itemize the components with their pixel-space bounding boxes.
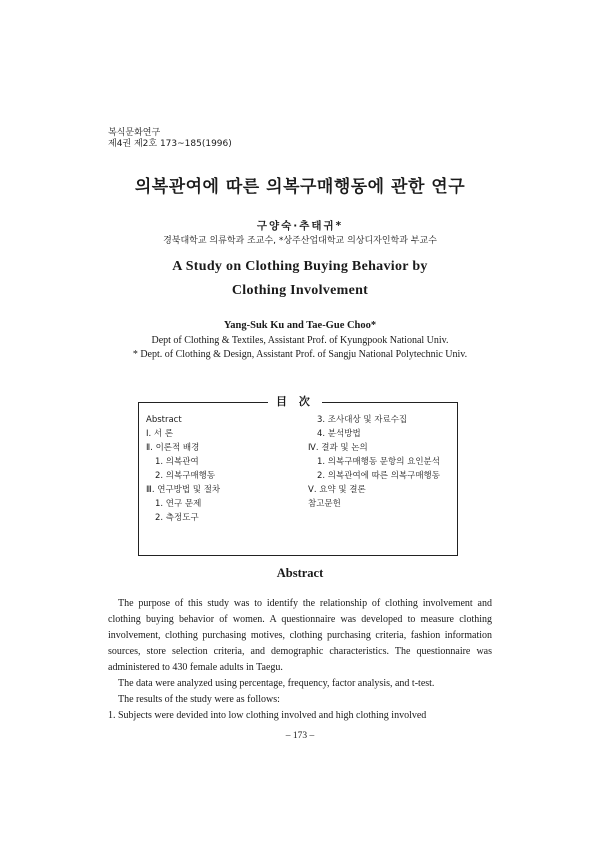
english-title-line-1: A Study on Clothing Buying Behavior by	[172, 259, 428, 274]
toc-item: 1. 의복구매행동 문항의 요인분석	[317, 457, 440, 467]
toc-title: 目 次	[268, 393, 322, 409]
abstract-paragraph: The data were analyzed using percentage, frequency, factor analysis, and t-test.	[118, 678, 435, 689]
toc-item: 2. 의복구매행동	[155, 471, 216, 481]
english-affiliation	[0, 334, 600, 362]
english-title	[0, 255, 600, 303]
korean-title: 의복관여에 따른 의복구매행동에 관한 연구	[134, 177, 466, 197]
english-affiliation-line-1: Dept of Clothing & Textiles, Assistant Prof. of Kyungpook National Univ.	[151, 335, 449, 346]
english-authors: Yang-Suk Ku and Tae-Gue Choo*	[223, 320, 377, 331]
english-title-line-2: Clothing Involvement	[231, 283, 369, 298]
toc-item: 4. 분석방법	[317, 429, 361, 439]
toc-item: Ⅲ. 연구방법 및 절차	[146, 485, 221, 495]
toc-item: Ⅳ. 결과 및 논의	[308, 443, 368, 453]
journal-name: 복식문화연구	[108, 128, 161, 138]
toc-item: Abstract	[146, 415, 182, 425]
korean-affiliation: 경북대학교 의류학과 조교수, *상주산업대학교 의상디자인학과 부교수	[163, 236, 437, 246]
abstract-paragraph: The purpose of this study was to identify the relationship of clothing involvement and clothing buying behavior of women. A questionnaire was developed to measure clothing involvement, clothing purchasing motives, clothing purchasing criteria, fashion information sources, store selection criteria, and demographic characteristics. The questionnaire was administered to 430 female adults in Taegu.	[108, 598, 492, 673]
toc-item: Ⅱ. 이론적 배경	[146, 443, 200, 453]
page-number: – 173 –	[285, 731, 315, 741]
toc-left-column	[146, 413, 220, 525]
abstract-heading: Abstract	[276, 566, 324, 580]
toc-item: 2. 의복관여에 따른 의복구매행동	[317, 471, 440, 481]
journal-header	[108, 128, 232, 150]
toc-item: 1. 의복관여	[155, 457, 199, 467]
abstract-body	[108, 596, 492, 724]
toc-item: 참고문헌	[308, 499, 341, 509]
abstract-paragraph: 1. Subjects were devided into low clothing involved and high clothing involved	[108, 710, 427, 721]
korean-authors: 구양숙·추태귀*	[256, 220, 344, 232]
english-affiliation-line-2: * Dept. of Clothing & Design, Assistant Prof. of Sangju National Polytechnic Univ.	[132, 349, 468, 360]
toc-item: Ⅰ. 서 론	[146, 429, 174, 439]
toc-right-column	[308, 413, 440, 511]
toc-item: 1. 연구 문제	[155, 499, 202, 509]
toc-item: Ⅴ. 요약 및 결론	[308, 485, 366, 495]
toc-item: 3. 조사대상 및 자료수집	[317, 415, 408, 425]
toc-item: 2. 측정도구	[155, 513, 199, 523]
journal-issue: 제4권 제2호 173~185(1996)	[108, 139, 232, 149]
abstract-paragraph: The results of the study were as follows:	[118, 694, 280, 705]
